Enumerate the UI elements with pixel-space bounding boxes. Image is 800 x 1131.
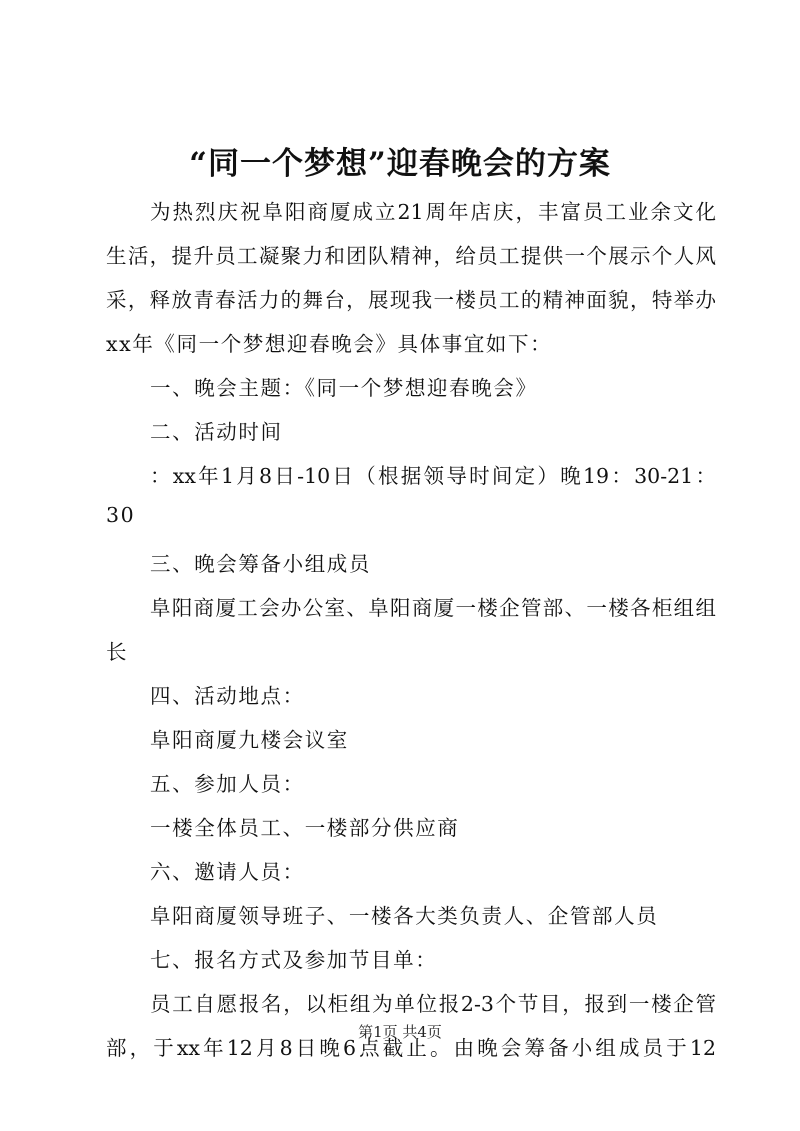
paragraph-line: 员工自愿报名，以柜组为单位报2-3个节目，报到一楼企管 <box>150 992 716 1016</box>
section-heading: 七、报名方式及参加节目单： <box>150 948 438 972</box>
section-heading: 二、活动时间 <box>150 420 283 444</box>
paragraph-line: 阜阳商厦工会办公室、阜阳商厦一楼企管部、一楼各柜组组 <box>150 596 716 620</box>
paragraph-line: 阜阳商厦九楼会议室 <box>150 728 349 752</box>
paragraph-line: 采，释放青春活力的舞台，展现我一楼员工的精神面貌，特举办 <box>106 288 716 312</box>
paragraph-line: 生活，提升员工凝聚力和团队精神，给员工提供一个展示个人风 <box>106 244 716 268</box>
section-heading: 五、参加人员： <box>150 772 305 796</box>
paragraph-line: 部，于xx年12月8日晚6点截止。由晚会筹备小组成员于12 <box>106 1036 716 1060</box>
paragraph-line: 长 <box>106 640 129 664</box>
paragraph-line: xx年《同一个梦想迎春晚会》具体事宜如下： <box>106 332 553 356</box>
paragraph-line: 为热烈庆祝阜阳商厦成立21周年店庆，丰富员工业余文化 <box>150 200 716 224</box>
section-heading: 三、晚会筹备小组成员 <box>150 552 371 576</box>
page-footer: 第1页 共4页 <box>358 1023 442 1041</box>
section-heading: 六、邀请人员： <box>150 860 305 884</box>
paragraph-line: ：xx年1月8日-10日（根据领导时间定）晚19：30-21： <box>150 464 716 488</box>
section-heading: 四、活动地点： <box>150 684 305 708</box>
paragraph-line: 30 <box>106 503 136 527</box>
section-heading: 一、晚会主题：《同一个梦想迎春晚会》 <box>150 376 538 400</box>
paragraph-line: 阜阳商厦领导班子、一楼各大类负责人、企管部人员 <box>150 904 659 928</box>
document-title: “同一个梦想”迎春晚会的方案 <box>189 146 611 182</box>
paragraph-line: 一楼全体员工、一楼部分供应商 <box>150 816 460 840</box>
